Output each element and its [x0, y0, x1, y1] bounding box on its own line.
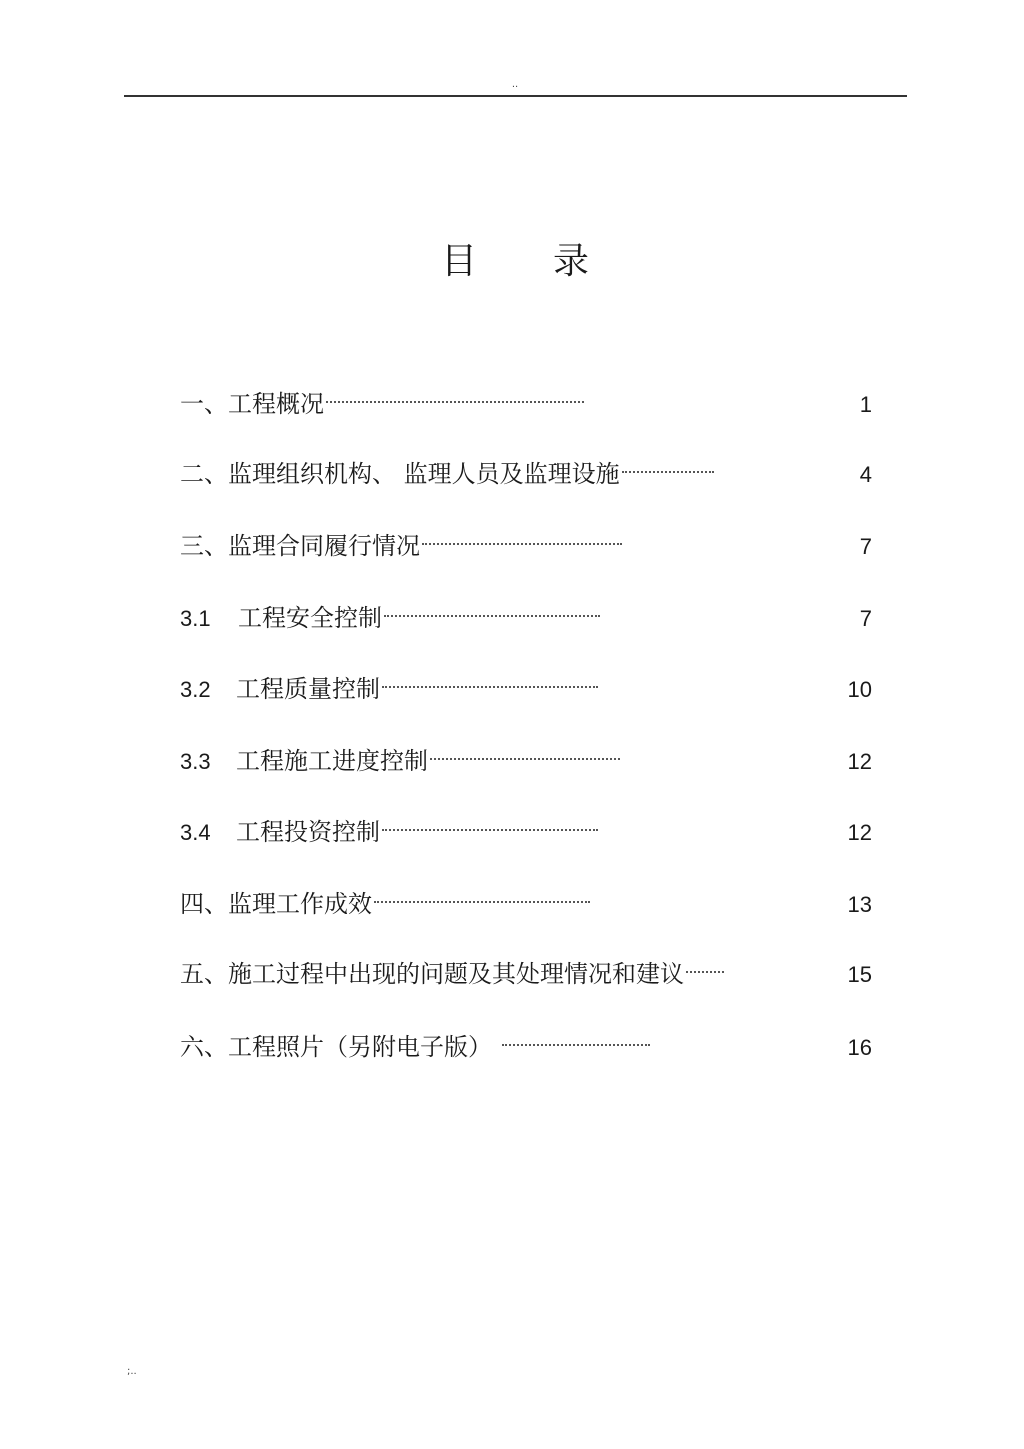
leader-dots — [502, 1044, 650, 1046]
leader-dots — [326, 401, 584, 403]
toc-entry-label: 三、监理合同履行情况 — [180, 532, 420, 560]
toc-entry-3-2[interactable] — [180, 669, 872, 709]
leader-dots — [374, 901, 590, 903]
toc-entry-number: 3.2 — [180, 677, 211, 702]
leader-dots — [382, 686, 598, 688]
footer-mark: ;.. — [127, 1366, 137, 1377]
toc-entry-label: 五、施工过程中出现的问题及其处理情况和建议 — [180, 960, 684, 988]
page-title: 目录 — [440, 241, 665, 282]
toc-entry-page: 15 — [847, 962, 872, 987]
toc-entry-page: 10 — [847, 677, 872, 702]
toc-entry-label: 工程投资控制 — [236, 818, 380, 846]
toc-entry-label: 工程安全控制 — [238, 604, 382, 632]
toc-entry-3-3[interactable] — [180, 741, 872, 781]
toc-entry-page: 13 — [847, 892, 872, 917]
toc-entry-number: 3.4 — [180, 820, 211, 845]
toc-entry-label: 工程质量控制 — [236, 675, 380, 703]
toc-entry-6[interactable] — [180, 1027, 872, 1067]
toc-entry-page: 12 — [847, 749, 872, 774]
toc-entry-1[interactable] — [180, 384, 872, 424]
toc-entry-2[interactable] — [180, 454, 872, 494]
toc-entry-label: 二、监理组织机构、 监理人员及监理设施 — [180, 460, 620, 488]
toc-entry-label: 一、工程概况 — [180, 390, 324, 418]
leader-dots — [422, 543, 622, 545]
toc-entry-4[interactable] — [180, 884, 872, 924]
toc-entry-3-1[interactable] — [180, 598, 872, 638]
leader-dots — [430, 758, 620, 760]
toc-entry-label: 工程施工进度控制 — [236, 747, 428, 775]
leader-dots — [382, 829, 598, 831]
toc-entry-page: 12 — [847, 820, 872, 845]
leader-dots — [384, 615, 600, 617]
toc-entry-page: 1 — [859, 392, 872, 417]
toc-entry-5[interactable] — [180, 954, 872, 994]
toc-entry-page: 16 — [847, 1035, 872, 1060]
toc-entry-page: 4 — [859, 462, 872, 487]
toc-entry-label: 四、监理工作成效 — [180, 890, 372, 918]
toc-entry-page: 7 — [859, 534, 872, 559]
header-mark: .. — [511, 79, 519, 90]
toc-entry-3-4[interactable] — [180, 812, 872, 852]
toc-entry-page: 7 — [859, 606, 872, 631]
leader-dots — [686, 971, 724, 973]
toc-entry-3[interactable] — [180, 526, 872, 566]
toc-entry-number: 3.3 — [180, 749, 211, 774]
toc-entry-label: 六、工程照片（另附电子版） — [180, 1033, 492, 1061]
toc-entry-number: 3.1 — [180, 606, 211, 631]
leader-dots — [622, 471, 714, 473]
